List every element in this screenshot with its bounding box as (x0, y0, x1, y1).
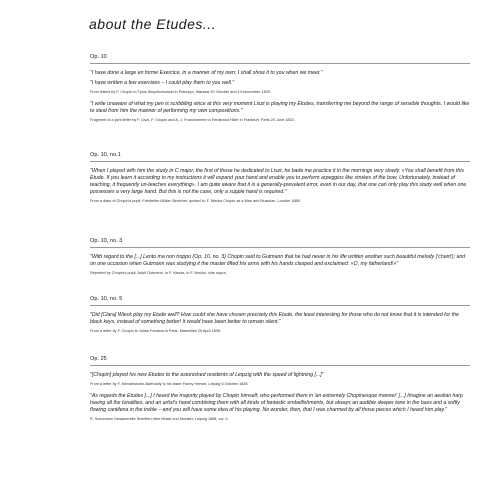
quote: "I have done a large en forme Exercice, in a manner of my own; I shall show it to you when we meet." (90, 70, 323, 76)
section-op10 (90, 54, 470, 129)
section-heading: Op. 10, no. 3 (90, 238, 123, 244)
quote-source: Fragment of a joint letter by F. Liszt, F. Chopin and A. J. Franchomme to Ferdinand Hiller in Frankfurt, Paris 20 June 1833. (90, 118, 295, 122)
quote-source: From a letter by F. Chopin to Julian Fontana in Paris, Marseilles 25 April 1839. (90, 329, 222, 333)
section-heading: Op. 10 (90, 54, 107, 60)
section-heading: Op. 10, no. 5 (90, 296, 123, 302)
divider (90, 305, 470, 306)
quote-source: Reported by Chopin's pupil, Adolf Gutmann, to F. Niecks, in F. Niecks, vide supra. (90, 271, 227, 275)
section-op10-no5 (90, 296, 470, 340)
quote: "With regard to the [...] Lento ma non troppo (Op. 10, no. 3) Chopin said to Gutmann that he had never in his life written another such beautiful melody ('chant'); and on one occasion when Gutmann was studying it the master lifted his arms with his hands clasped and exclaimed: «O, my fatherland!»" (90, 254, 466, 267)
page-title: about the Etudes... (89, 16, 217, 32)
quote: "As regards the Etudes [...] I heard the majority played by Chopin himself, who performed them in 'an extremely Chopinesque manner' [...] Imagine an aeolian harp having all the tonalities, and an artist's hand combining them with all kinds of fantastic embellishments, but always an audible deeper tone in the bass and a softly flowing cantilena in the treble – and you will have some idea of his playing. No wonder, then, that I was charmed by all those pieces which I heard him play." (90, 393, 463, 413)
section-heading: Op. 25 (90, 356, 107, 362)
quote-source: R. Schumann Gesammelte Schriften über Musik und Musiker, Leipzig 1888, vol. II. (90, 417, 229, 421)
quote: "When I played with him the study in C major, the first of those he dedicated to Liszt, he bade me practice it in the mornings very slowly. «You shall benefit from this Etude. If you learn it according to my instructions it will expand your hand and enable you to perform arpeggios like strokes of the bow. Unfortunately, instead of teaching, it frequently un-teaches everything». I am quite aware that it is a generally-prevalent error, even in our day, that one can only play this study well when one possesses a very large hand. But this is not the case, only a supple hand is required." (90, 168, 467, 195)
section-heading: Op. 10, no.1 (90, 152, 121, 158)
section-op10-no3 (90, 238, 470, 282)
quote-source: From letters by F. Chopin to Tytus Woyciechowski in Poturzyn, Warsaw 20 October and 14 November 1829. (90, 90, 271, 94)
quote: "I write unaware of what my pen is scribbling since at this very moment Liszt is playing my Etudes, transferring me beyond the range of sensible thoughts. I would like to steal from him the manner of performing my own compositions." (90, 101, 470, 114)
section-op10-no1 (90, 152, 470, 210)
section-op25 (90, 356, 470, 428)
divider (90, 161, 470, 162)
quote: "Did [Clara] Wieck play my Etude well? How could she have chosen precisely this Etude, the least interesting for those who do not know that it is intended for the black keys, instead of something better! It would have been better to remain silent." (90, 312, 459, 325)
quote: "[Chopin] played his new Etudes to the astonished residents of Leipzig with the speed of lightning [...]" (90, 372, 324, 378)
divider (90, 63, 470, 64)
quote-source: From a letter by F. Mendelssohn-Bartholdy to his sister Fanny Hensel, Leipzig 6 October 1835. (90, 382, 249, 386)
divider (90, 365, 470, 366)
quote: "I have written a few exercises – I could play them to you well." (90, 80, 235, 86)
divider (90, 247, 470, 248)
quote-source: From a diary of Chopin's pupil, Friederike Müller-Streicher, quoted in: F. Niecks Chopin as a Man and Musician, London 1888. (90, 199, 301, 203)
